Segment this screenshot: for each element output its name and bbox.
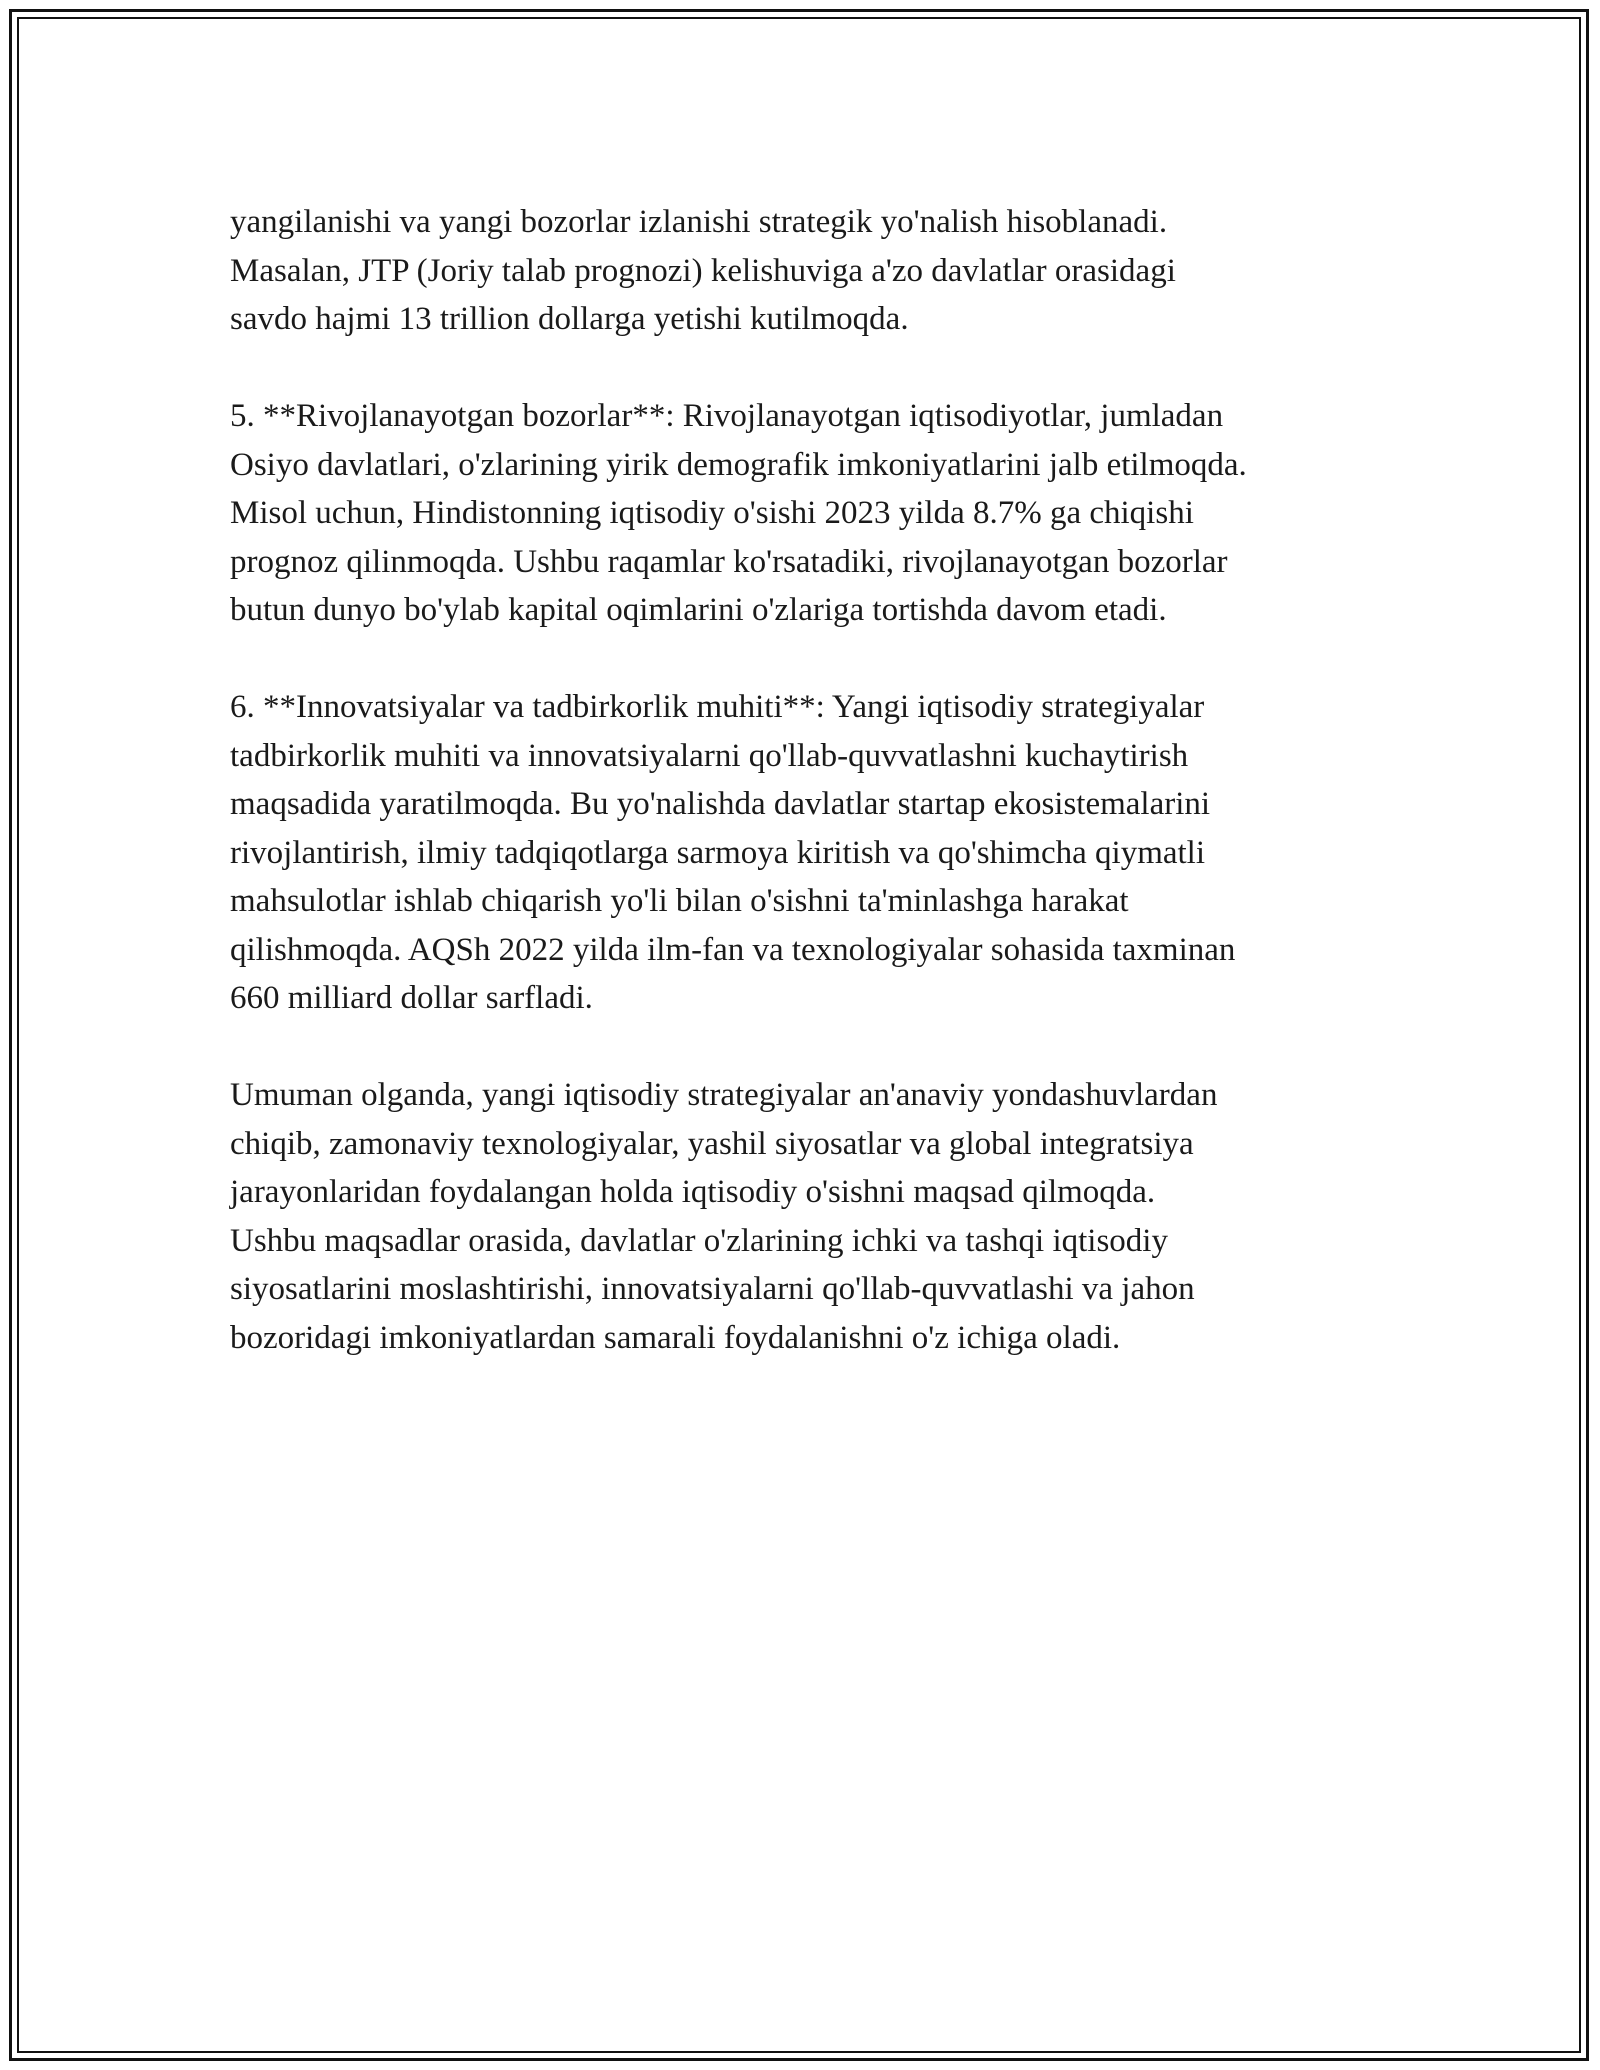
document-body xyxy=(230,198,1390,1411)
paragraph-innovation: 6. **Innovatsiyalar va tadbirkorlik muhiti**: Yangi iqtisodiy strategiyalar tadbirkorlik muhiti va innovatsiyalarni qo'llab-quvvatlashni kuchaytirish maqsadida yaratilmoqda. Bu yo'nalishda davlatlar startap ekosistemalarini rivojlantirish, ilmiy tadqiqotlarga sarmoya kiritish va qo'shimcha qiymatli mahsulotlar ishlab chiqarish yo'li bilan o'sishni ta'minlashga harakat qilishmoqda. AQSh 2022 yilda ilm-fan va texnologiyalar sohasida taxminan 660 milliard dollar sarfladi. xyxy=(230,689,1236,1016)
paragraph-intro-continuation: yangilanishi va yangi bozorlar izlanishi strategik yo'nalish hisoblanadi. Masalan, JTP (Joriy talab prognozi) kelishuviga a'zo davlatlar orasidagi savdo hajmi 13 trillion dollarga yetishi kutilmoqda. xyxy=(230,204,1176,337)
document-page xyxy=(9,9,1589,2061)
paragraph-conclusion: Umuman olganda, yangi iqtisodiy strategiyalar an'anaviy yondashuvlardan chiqib, zamonaviy texnologiyalar, yashil siyosatlar va global integratsiya jarayonlaridan foydalangan holda iqtisodiy o'sishni maqsad qilmoqda. Ushbu maqsadlar orasida, davlatlar o'zlarining ichki va tashqi iqtisodiy siyosatlarini moslashtirishi, innovatsiyalarni qo'llab-quvvatlashi va jahon bozoridagi imkoniyatlardan samarali foydalanishni o'z ichiga oladi. xyxy=(230,1077,1218,1356)
paragraph-emerging-markets: 5. **Rivojlanayotgan bozorlar**: Rivojlanayotgan iqtisodiyotlar, jumladan Osiyo davlatlari, o'zlarining yirik demografik imkoniyatlarini jalb etilmoqda. Misol uchun, Hindistonning iqtisodiy o'sishi 2023 yilda 8.7% ga chiqishi prognoz qilinmoqda. Ushbu raqamlar ko'rsatadiki, rivojlanayotgan bozorlar butun dunyo bo'ylab kapital oqimlarini o'zlariga tortishda davom etadi. xyxy=(230,398,1247,628)
